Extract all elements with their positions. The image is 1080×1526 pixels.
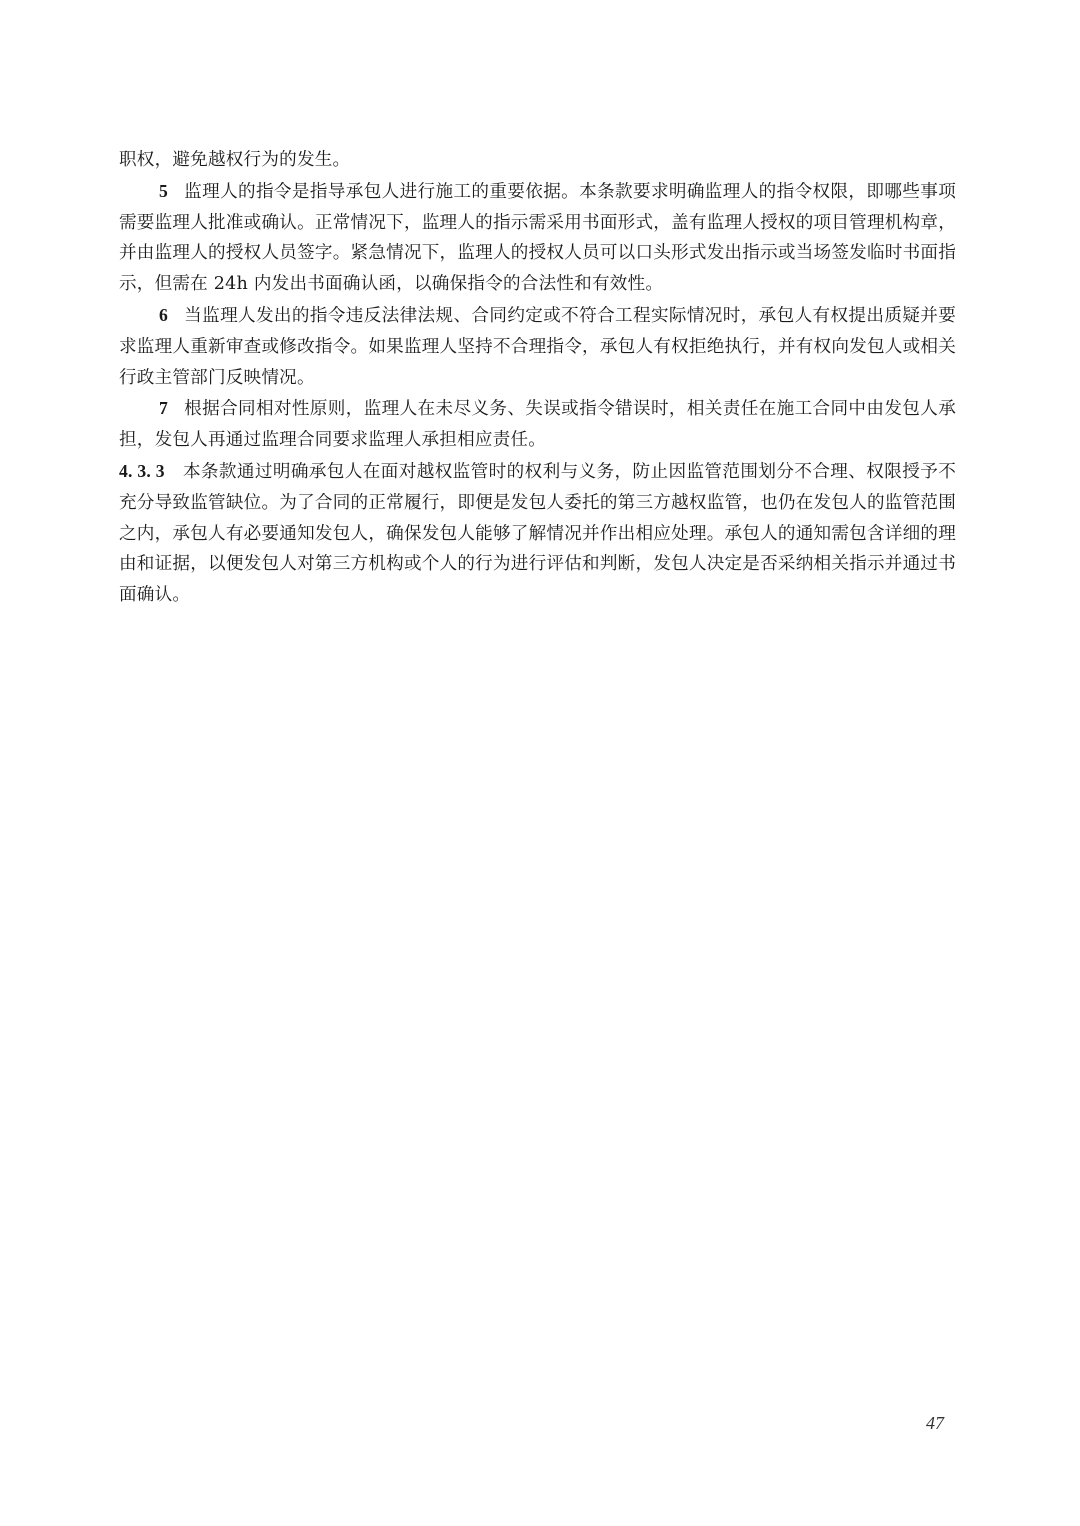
paragraph-item-6 [119, 300, 956, 393]
paragraph-clause-4-3-3 [119, 456, 956, 611]
clause-number: 4. 3. 3 [119, 460, 165, 481]
paragraph-text: 本条款通过明确承包人在面对越权监管时的权利与义务，防止因监管范围划分不合理、权限授予不充分导致监管缺位。为了合同的正常履行，即便是发包人委托的第三方越权监管，也仍在发包人的监管范围之内，承包人有必要通知发包人，确保发包人能够了解情况并作出相应处理。承包人的通知需包含详细的理由和证据，以便发包人对第三方机构或个人的行为进行评估和判断，发包人决定是否采纳相关指示并通过书面确认。 [119, 461, 956, 606]
item-number: 5 [159, 180, 168, 201]
paragraph-text: 监理人的指令是指导承包人进行施工的重要依据。本条款要求明确监理人的指令权限，即哪些事项需要监理人批准或确认。正常情况下，监理人的指示需采用书面形式，盖有监理人授权的项目管理机构章，并由监理人的授权人员签字。紧急情况下，监理人的授权人员可以口头形式发出指示或当场签发临时书面指示，但需在 24h 内发出书面确认函，以确保指令的合法性和有效性。 [119, 181, 956, 295]
item-number: 6 [159, 304, 168, 325]
paragraph-item-5 [119, 176, 956, 300]
paragraph-text: 根据合同相对性原则，监理人在未尽义务、失误或指令错误时，相关责任在施工合同中由发包人承担，发包人再通过监理合同要求监理人承担相应责任。 [119, 399, 956, 451]
paragraph-text: 职权，避免越权行为的发生。 [119, 150, 351, 170]
paragraph-continuation [119, 145, 956, 176]
page-number: 47 [926, 1413, 944, 1433]
paragraph-text: 当监理人发出的指令违反法律法规、合同约定或不符合工程实际情况时，承包人有权提出质疑并要求监理人重新审查或修改指令。如果监理人坚持不合理指令，承包人有权拒绝执行，并有权向发包人或相关行政主管部门反映情况。 [119, 305, 956, 388]
document-body [119, 145, 956, 611]
paragraph-item-7 [119, 393, 956, 456]
item-number: 7 [159, 398, 168, 419]
